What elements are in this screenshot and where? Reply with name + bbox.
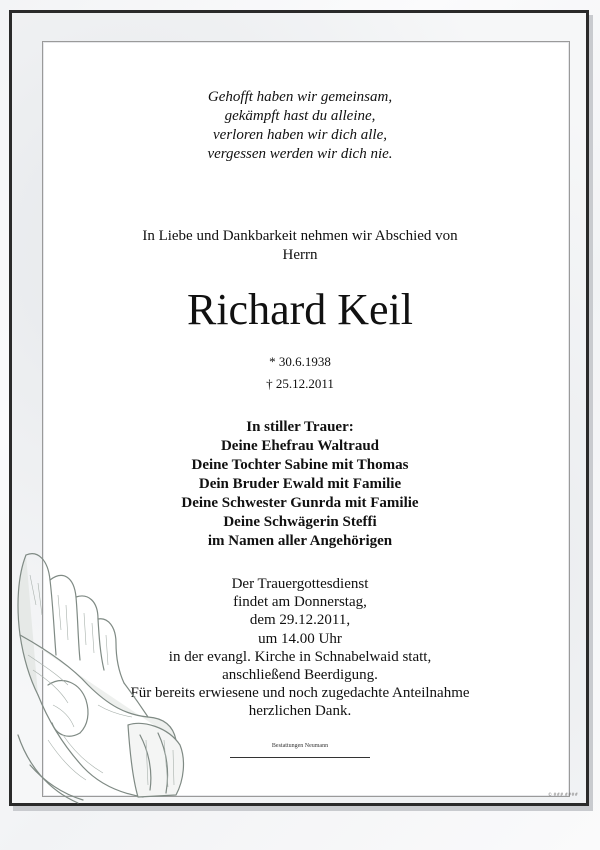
undertaker-name: Bestattungen Neumann — [271, 743, 329, 749]
poem-line: verloren haben wir dich alle, — [213, 127, 387, 143]
deceased-name: Richard Keil — [186, 285, 414, 334]
mourners-line: im Namen aller Angehörigen — [207, 533, 393, 549]
poem-line: vergessen werden wir dich nie. — [207, 146, 393, 162]
service-line: in der evangl. Kirche in Schnabelwaid statt, — [168, 648, 432, 665]
mourners-list — [30, 418, 570, 551]
service-line: Für bereits erwiesene und noch zugedachte Anteilnahme — [130, 685, 470, 702]
poem-line: Gehofft haben wir gemeinsam, — [207, 89, 393, 105]
mourners-line: Deine Schwester Gunrda mit Familie — [181, 495, 419, 511]
mourners-line: Dein Bruder Ewald mit Familie — [198, 476, 402, 492]
image-code: © ### #### — [548, 792, 579, 797]
poem-line: gekämpft hast du alleine, — [224, 108, 376, 124]
service-line: um 14.00 Uhr — [258, 630, 342, 647]
service-line: findet am Donnerstag, — [233, 594, 367, 611]
intro-line: Herrn — [282, 247, 318, 263]
service-line: Der Trauergottesdienst — [231, 576, 369, 592]
service-line: herzlichen Dank. — [248, 703, 352, 720]
service-line: dem 29.12.2011, — [249, 612, 351, 629]
mourners-line: In stiller Trauer: — [246, 419, 354, 435]
birth-date: * 30.6.1938 — [269, 354, 331, 369]
poem — [30, 88, 570, 164]
mourners-line: Deine Tochter Sabine mit Thomas — [191, 457, 409, 473]
intro-text — [30, 227, 570, 265]
death-date: † 25.12.2011 — [266, 376, 334, 391]
praying-hands-icon — [8, 535, 188, 805]
undertaker-divider — [230, 757, 370, 758]
service-line: anschließend Beerdigung. — [222, 667, 378, 684]
mourners-line: Deine Schwägerin Steffi — [223, 514, 377, 530]
intro-line: In Liebe und Dankbarkeit nehmen wir Abschied von — [142, 228, 458, 244]
mourners-line: Deine Ehefrau Waltraud — [220, 438, 380, 454]
